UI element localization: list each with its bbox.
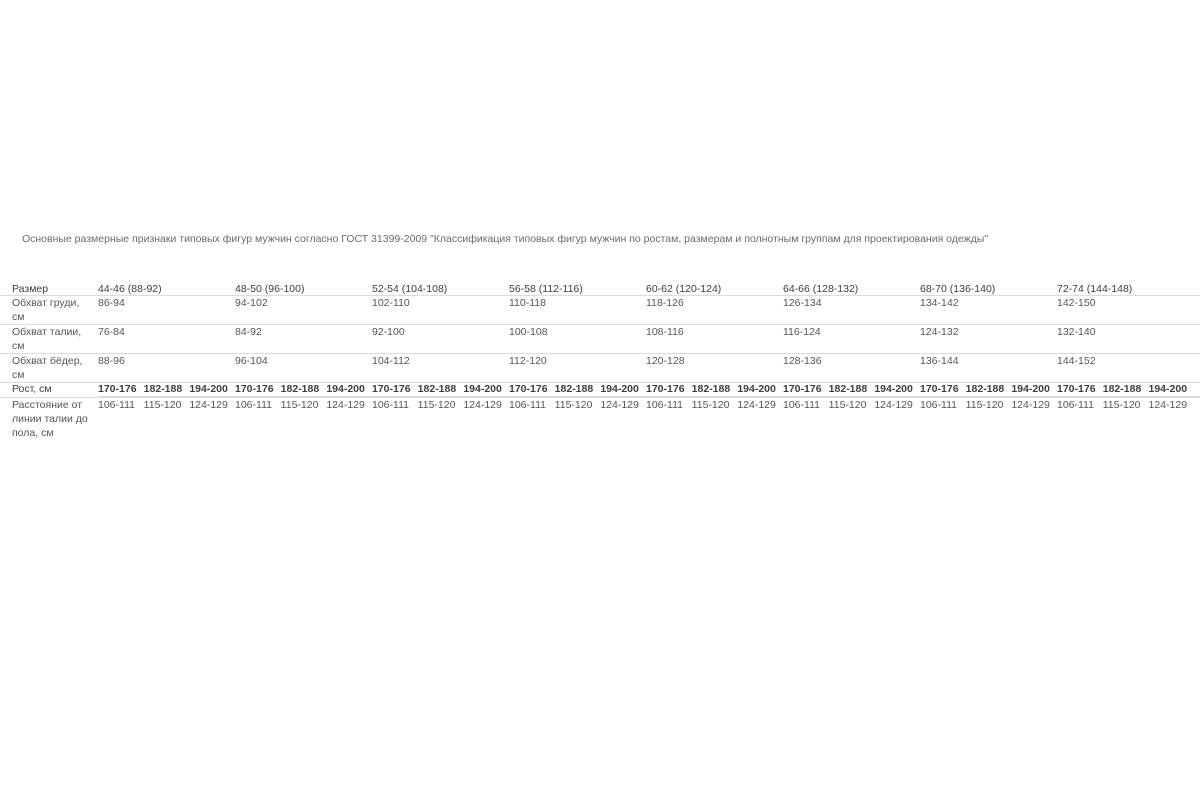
distance-subgroup-1 [98,398,235,441]
distance-sub-6-1: 106-111 [783,399,820,411]
distance-sub-7-3: 124-129 [1011,399,1050,411]
cell-waist-1: 76-84 [98,325,235,354]
distance-subgroup-3 [372,398,509,441]
cell-waist-3: 92-100 [372,325,509,354]
height-sub-3-2: 182-188 [418,383,464,397]
distance-sub-7-1: 106-111 [920,399,957,411]
distance-subgroup-7 [920,398,1057,441]
row-label-height: Рост, см [0,383,98,398]
header-cell-size-group-4: 56-58 (112-116) [509,283,646,296]
distance-sub-1-3: 124-129 [189,399,228,411]
cell-hips-1: 88-96 [98,354,235,383]
distance-sub-8-3: 124-129 [1148,399,1188,411]
height-sub-6-1: 170-176 [783,383,829,397]
cell-chest-6: 126-134 [783,296,920,325]
distance-subgroup-6 [783,398,920,441]
header-cell-size-label: Размер [0,283,98,296]
distance-sub-3-2: 115-120 [417,399,456,411]
row-label-waist: Обхват талии, см [0,325,98,354]
height-sub-2-2: 182-188 [281,383,327,397]
distance-sub-5-2: 115-120 [691,399,730,411]
cell-hips-5: 120-128 [646,354,783,383]
height-sub-3-1: 170-176 [372,383,418,397]
row-label-chest: Обхват груди, см [0,296,98,325]
cell-hips-7: 136-144 [920,354,1057,383]
distance-subgroup-8 [1057,398,1200,441]
table-row-waist [0,325,1200,354]
table-caption [0,232,1010,247]
distance-sub-2-3: 124-129 [326,399,365,411]
cell-hips-6: 128-136 [783,354,920,383]
table-caption-text: Основные размерные признаки типовых фигур мужчин согласно ГОСТ 31399-2009 "Классификация типовых фигур мужчин по ростам, размерам и полнотным группам для проектирования одежды" [21,233,989,245]
header-cell-size-group-7: 68-70 (136-140) [920,283,1057,296]
cell-chest-4: 110-118 [509,296,646,325]
cell-waist-2: 84-92 [235,325,372,354]
cell-chest-3: 102-110 [372,296,509,325]
height-sub-1-3: 194-200 [189,383,235,397]
header-cell-size-group-5: 60-62 (120-124) [646,283,783,296]
distance-sub-4-2: 115-120 [554,399,593,411]
distance-sub-6-2: 115-120 [828,399,867,411]
size-table [0,283,1200,440]
header-cell-size-group-6: 64-66 (128-132) [783,283,920,296]
table-row-waist-to-floor [0,398,1200,441]
height-sub-5-1: 170-176 [646,383,692,397]
height-subgroup-6 [783,383,920,398]
distance-sub-7-2: 115-120 [965,399,1004,411]
height-sub-4-2: 182-188 [555,383,601,397]
distance-sub-1-2: 115-120 [143,399,182,411]
table-row-chest [0,296,1200,325]
cell-waist-6: 116-124 [783,325,920,354]
cell-hips-8: 144-152 [1057,354,1200,383]
height-sub-2-1: 170-176 [235,383,281,397]
header-cell-size-group-2: 48-50 (96-100) [235,283,372,296]
cell-waist-4: 100-108 [509,325,646,354]
header-cell-size-group-8: 72-74 (144-148) [1057,283,1200,296]
distance-sub-4-3: 124-129 [600,399,639,411]
height-subgroup-7 [920,383,1057,398]
height-sub-8-1: 170-176 [1057,383,1103,397]
size-table-container [0,283,1200,440]
table-header-row [0,283,1200,296]
height-subgroup-8 [1057,383,1200,398]
distance-sub-1-1: 106-111 [98,399,135,411]
header-cell-size-group-1: 44-46 (88-92) [98,283,235,296]
cell-hips-4: 112-120 [509,354,646,383]
distance-sub-8-1: 106-111 [1057,399,1094,411]
height-subgroup-3 [372,383,509,398]
distance-sub-2-1: 106-111 [235,399,272,411]
height-sub-1-2: 182-188 [144,383,190,397]
distance-sub-5-1: 106-111 [646,399,683,411]
header-cell-size-group-3: 52-54 (104-108) [372,283,509,296]
cell-hips-2: 96-104 [235,354,372,383]
table-row-hips [0,354,1200,383]
cell-chest-2: 94-102 [235,296,372,325]
cell-waist-7: 124-132 [920,325,1057,354]
distance-sub-3-3: 124-129 [463,399,502,411]
height-sub-4-1: 170-176 [509,383,555,397]
distance-subgroup-2 [235,398,372,441]
distance-subgroup-4 [509,398,646,441]
cell-hips-3: 104-112 [372,354,509,383]
height-sub-8-2: 182-188 [1103,383,1149,397]
cell-chest-8: 142-150 [1057,296,1200,325]
height-subgroup-5 [646,383,783,398]
height-sub-4-3: 194-200 [600,383,646,397]
height-subgroup-4 [509,383,646,398]
distance-sub-2-2: 115-120 [280,399,319,411]
height-sub-6-3: 194-200 [874,383,920,397]
table-row-height [0,383,1200,398]
row-label-hips: Обхват бёдер, см [0,354,98,383]
height-sub-7-1: 170-176 [920,383,966,397]
height-subgroup-1 [98,383,235,398]
cell-chest-7: 134-142 [920,296,1057,325]
height-sub-5-3: 194-200 [737,383,783,397]
height-sub-2-3: 194-200 [326,383,372,397]
distance-subgroup-5 [646,398,783,441]
distance-sub-4-1: 106-111 [509,399,546,411]
cell-waist-5: 108-116 [646,325,783,354]
height-sub-7-3: 194-200 [1011,383,1057,397]
distance-sub-6-3: 124-129 [874,399,913,411]
row-label-waist-to-floor: Расстояние от линии талии до пола, см [12,399,88,439]
height-sub-5-2: 182-188 [692,383,738,397]
height-sub-8-3: 194-200 [1149,383,1200,397]
height-subgroup-2 [235,383,372,398]
height-sub-7-2: 182-188 [966,383,1012,397]
cell-chest-5: 118-126 [646,296,783,325]
height-sub-6-2: 182-188 [829,383,875,397]
distance-sub-8-2: 115-120 [1102,399,1141,411]
cell-chest-1: 86-94 [98,296,235,325]
height-sub-3-3: 194-200 [463,383,509,397]
height-sub-1-1: 170-176 [98,383,144,397]
cell-waist-8: 132-140 [1057,325,1200,354]
distance-sub-5-3: 124-129 [737,399,776,411]
distance-sub-3-1: 106-111 [372,399,409,411]
